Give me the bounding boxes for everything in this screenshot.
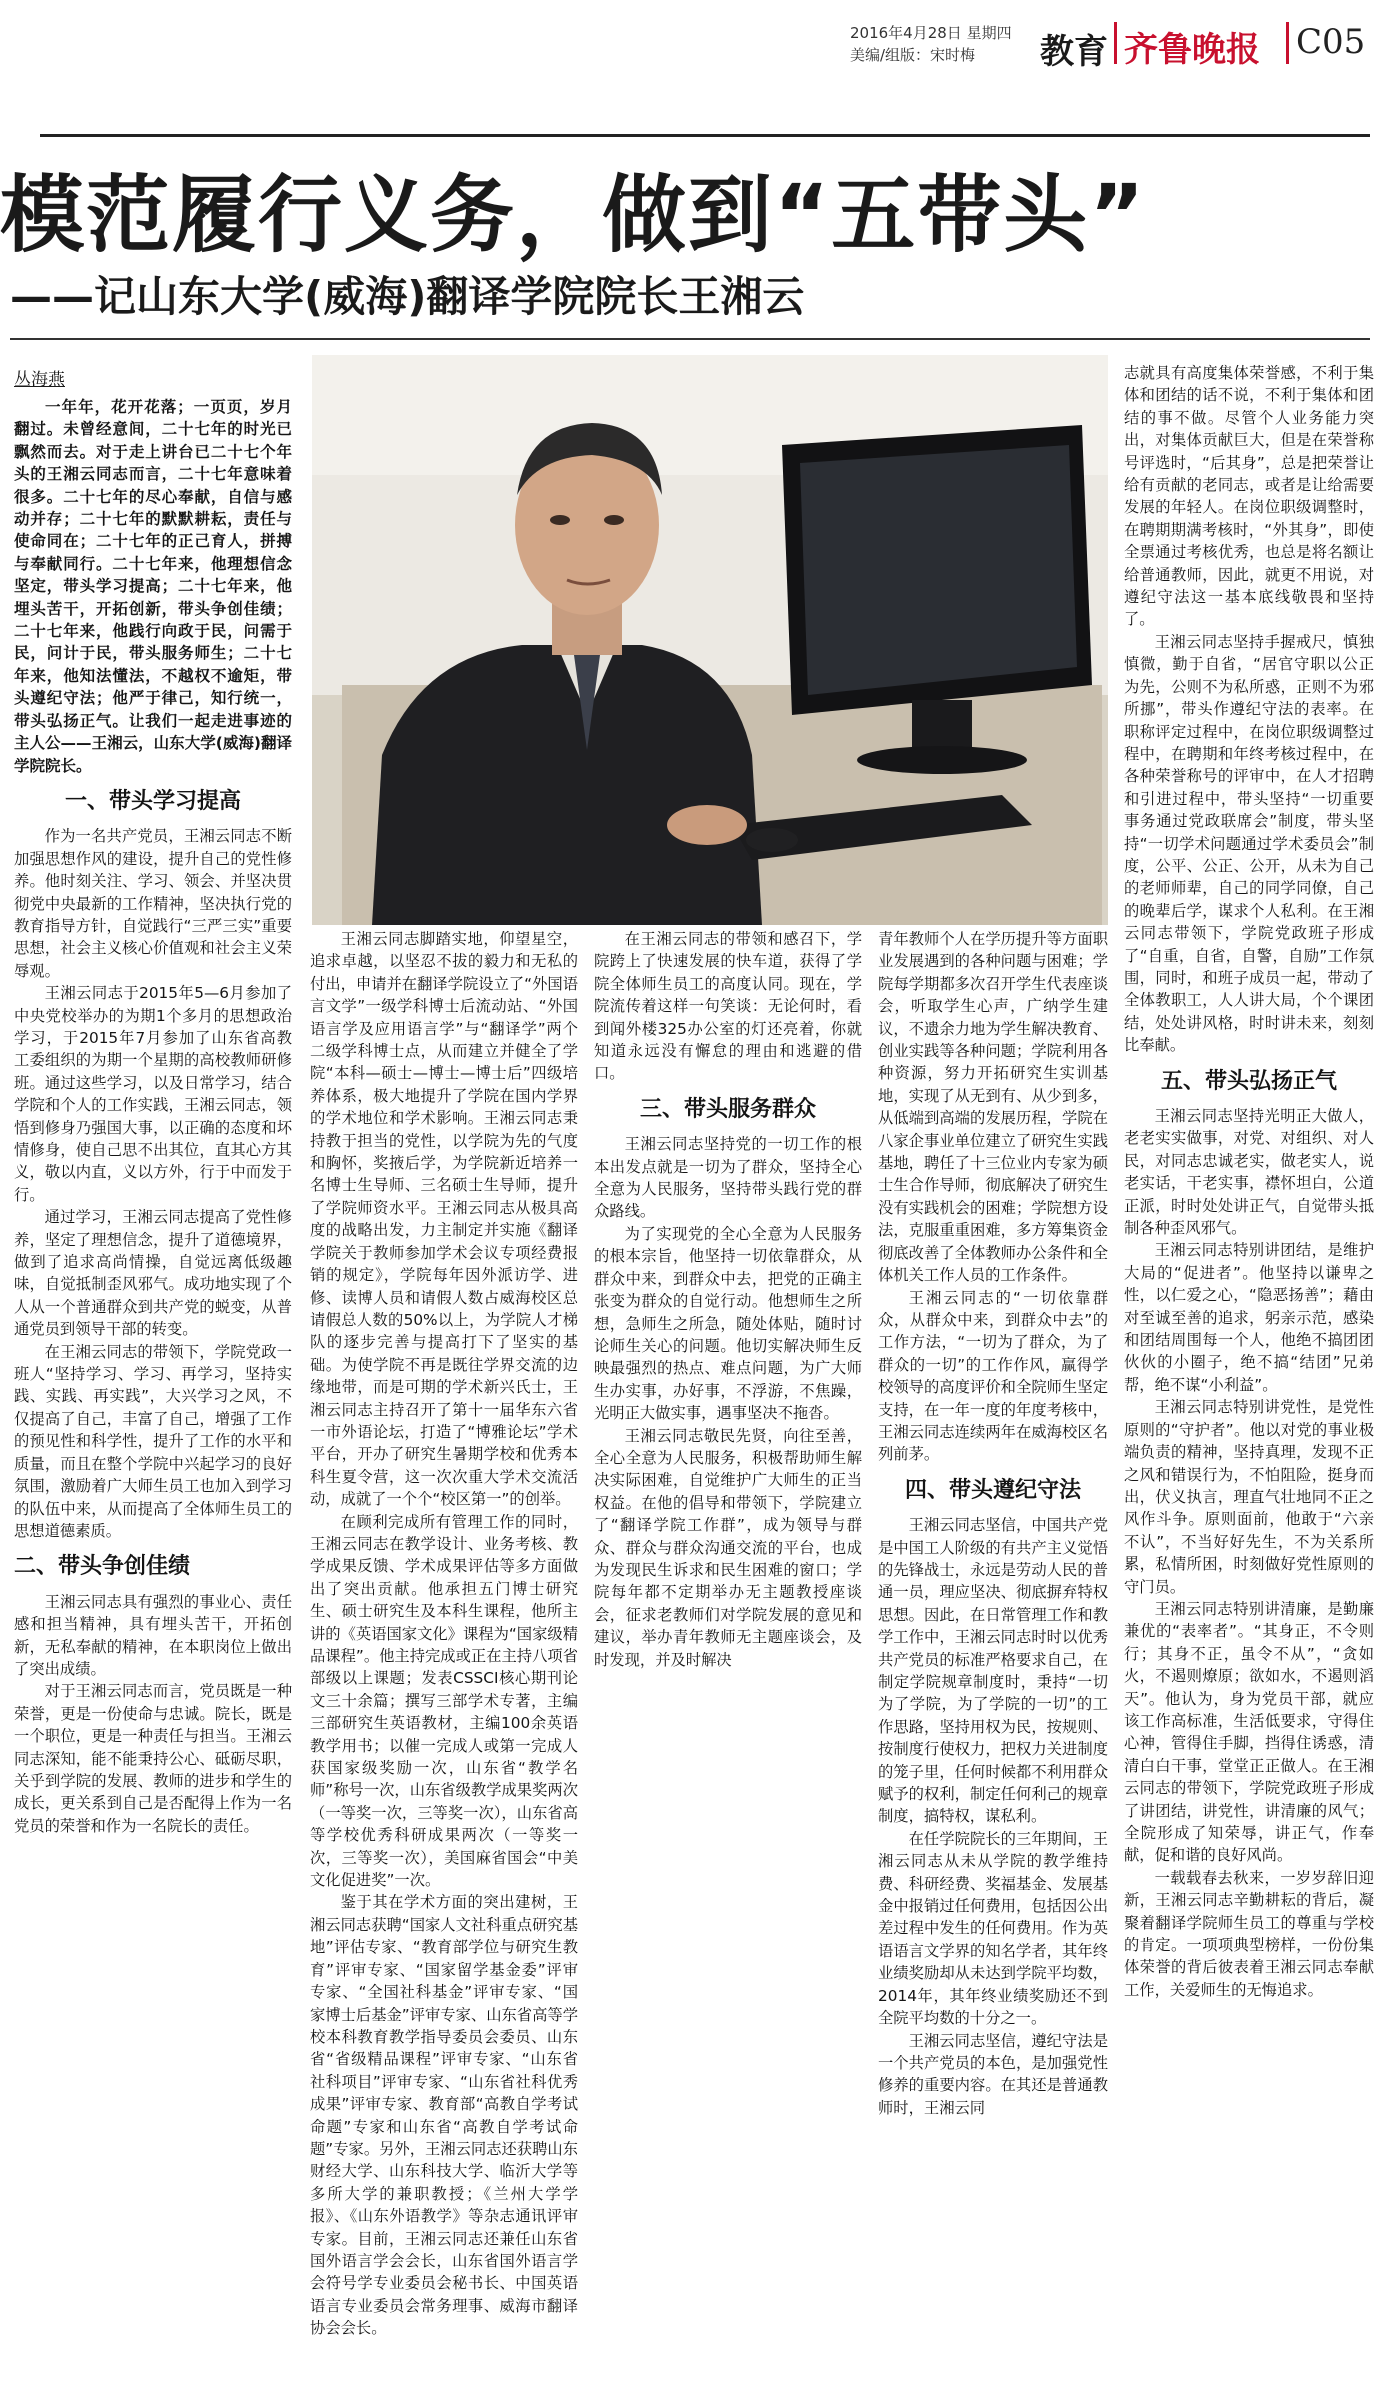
- paragraph: 一载载春去秋来，一岁岁辞旧迎新，王湘云同志辛勤耕耘的背后，凝聚着翻译学院师生员工的尊重与学校的肯定。一项项典型榜样，一份份集体荣誉的背后彼表着王湘云同志奉献工作，关爱师生的无悔追求。: [1124, 1868, 1374, 1999]
- paragraph: 在任学院院长的三年期间，王湘云同志从未从学院的教学维持费、科研经费、奖福基金、发展基金中报销过任何费用，包括因公出差过程中发生的任何费用。作为英语语言文学界的知名学者，其年终业绩奖励却从未达到学院平均数，2014年，其年终业绩奖励还不到全院平均数的十分之一。: [878, 1829, 1108, 2028]
- paragraph: 王湘云同志于2015年5—6月参加了中央党校举办的为期1个多月的思想政治学习，于2015年7月参加了山东省高教工委组织的为期一个星期的高校教师研修班。通过这些学习，以及日常学习，结合学院和个人的工作实践，王湘云同志，领悟到修身乃强国大事，以正确的态度和坏情修身，使自己思不出其位，直其心方其义，敬以内直，义以方外，行于中而发于行。: [14, 984, 292, 1204]
- paragraph: 王湘云同志坚持光明正大做人，老老实实做事，对党、对组织、对人民，对同志忠诚老实，做老实人，说老实话，干老实事，襟怀坦白，公道正派，时时处处讲正气，自觉带头抵制各种歪风邪气。: [1124, 1107, 1374, 1238]
- paragraph: 王湘云同志特别讲团结，是维护大局的“促进者”。他坚持以谦卑之性，以仁爱之心，“隐恶扬善”；藉由对至诚至善的追求，躬亲示范，感染和团结周围每一个人，他绝不搞团团伙伙的小圈子，绝不搞“结团”兄弟帮，绝不谋“小利益”。: [1124, 1241, 1374, 1394]
- paragraph: 鉴于其在学术方面的突出建树，王湘云同志获聘“国家人文社科重点研究基地”评估专家、“教育部学位与研究生教育”评审专家、“国家留学基金委”评审专家、“全国社科基金”评审专家、“国家博士后基金”评审专家、山东省高等学校本科教育教学指导委员会委员、山东省“省级精品课程”评审专家、“山东省社科项目”评审专家、“山东省社科优秀成果”评审专家、教育部“高教自学考试命题”专家和山东省“高教自学考试命题”专家。另外，王湘云同志还获聘山东财经大学、山东科技大学、临沂大学等多所大学的兼职教授；《兰州大学学报》、《山东外语教学》等杂志通讯评审专家。目前，王湘云同志还兼任山东省国外语言学会会长，山东省国外语言学会符号学专业委员会秘书长、中国英语语言专业委员会常务理事、威海市翻译协会会长。: [310, 1893, 578, 2338]
- column-3: [594, 928, 862, 1671]
- intro-paragraph: 一年年，花开花落；一页页，岁月翻过。未曾经意间，二十七年的时光已飘然而去。对于走上讲台已二十七个年头的王湘云同志而言，二十七年意味着很多。二十七年的尽心奉献，自信与感动并存；二十七年的默默耕耘，责任与使命同在；二十七年的正己育人，拼搏与奉献同行。二十七年来，他理想信念坚定，带头学习提高；二十七年来，他埋头苦干，开拓创新，带头争创佳绩；二十七年来，他践行向政于民，问需于民，问计于民，带头服务师生；二十七年来，他知法懂法，不越权不逾矩，带头遵纪守法；他严于律己，知行统一，带头弘扬正气。让我们一起走进事迹的主人公——王湘云，山东大学(威海)翻译学院院长。: [14, 398, 292, 775]
- column-5: [1124, 362, 1374, 2001]
- masthead-divider: [1286, 22, 1289, 64]
- headline-rule: [10, 338, 1370, 340]
- masthead-divider: [1114, 22, 1117, 64]
- paragraph: 王湘云同志敬民先贤，向往至善，全心全意为人民服务，积极帮助师生解决实际困难，自觉维护广大师生的正当权益。在他的倡导和带领下，学院建立了“翻译学院工作群”，成为领导与群众、群众与群众沟通交流的平台，也成为发现民生诉求和民生困难的窗口；学院每年都不定期举办无主题教授座谈会，征求老教师们对学院发展的意见和建议，举办青年教师无主题座谈会，及时发现，并及时解决: [594, 1426, 862, 1669]
- paragraph: 王湘云同志坚信，中国共产党是中国工人阶级的有共产主义觉悟的先锋战士，永远是劳动人民的普通一员，理应坚决、彻底摒弃特权思想。因此，在日常管理工作和教学工作中，王湘云同志时时以优秀共产党员的标准严格要求自己，在制定学院规章制度时，秉持“一切为了学院，为了学院的一切”的工作思路，坚持用权为民，按规则、按制度行使权力，把权力关进制度的笼子里，任何时候都不利用群众赋予的权利，制定任何利己的规章制度，搞特权，谋私利。: [878, 1516, 1108, 1826]
- column-4: [878, 928, 1108, 2119]
- portrait-photo: [312, 355, 1108, 925]
- paragraph: 作为一名共产党员，王湘云同志不断加强思想作风的建设，提升自己的党性修养。他时刻关注、学习、领会、并坚决贯彻党中央最新的工作精神，坚决执行党的教育指导方针，自觉践行“三严三实”重要思想，社会主义核心价值观和社会主义荣辱观。: [14, 827, 292, 980]
- paragraph: 王湘云同志脚踏实地，仰望星空，追求卓越，以坚忍不拔的毅力和无私的付出，申请并在翻译学院设立了“外国语言文学”一级学科博士后流动站、“外国语言学及应用语言学”与“翻译学”两个二级学科博士点，从而建立并健全了学院“本科—硕士—博士—博士后”四级培养体系，极大地提升了学院在国内学界的学术地位和学术影响。王湘云同志秉持教于担当的党性，以学院为先的气度和胸怀，奖掖后学，为学院新近培养一名博士生导师、三名硕士生导师，提升了学院师资水平。王湘云同志从极具高度的战略出发，力主制定并实施《翻译学院关于教师参加学术会议专项经费报销的规定》，学院每年因外派访学、进修、读博人员和请假人数占威海校区总请假总人数的50%以上，为学院人才梯队的逐步完善与提高打下了坚实的基础。为使学院不再是既往学界交流的边缘地带，而是可期的学术新兴氏士，王湘云同志主持召开了第十一届华东六省一市外语论坛，打造了“博雅论坛”学术平台，开办了研究生暑期学校和优秀本科生夏令营，这一次次重大学术交流活动，成就了一个个“校区第一”的创举。: [310, 930, 578, 1509]
- paragraph: 王湘云同志坚持手握戒尺，慎独慎微，勤于自省，“居官守职以公正为先，公则不为私所惑，正则不为邪所挪”，带头作遵纪守法的表率。在职称评定过程中，在岗位职级调整过程中，在聘期和年终考核过程中，在各种荣誉称号的评审中，在人才招聘和引进过程中，带头坚持“一切重要事务通过党政联席会”制度，带头坚持“一切学术问题通过学术委员会”制度，公平、公正、公开，从未为自己的老师师辈，自己的同学同僚，自己的晚辈后学，谋求个人私利。在王湘云同志带领下，学院党政班子形成了“自重，自省，自警，自励”工作氛围，同时，和班子成员一起，带动了全体教职工，人人讲大局，个个课团结，处处讲风格，时时讲未来，刻刻比奉献。: [1124, 632, 1374, 1055]
- section-heading-4: 四、带头遵纪守法: [904, 1477, 1081, 1503]
- subheadline: ——记山东大学(威海)翻译学院院长王湘云: [10, 272, 805, 321]
- section-heading-1: 一、带头学习提高: [64, 788, 241, 814]
- paragraph: 王湘云同志坚信，遵纪守法是一个共产党员的本色，是加强党性修养的重要内容。在其还是普通教师时，王湘云同: [878, 2031, 1108, 2117]
- newspaper-logo: 齐鲁晚报: [1124, 30, 1260, 70]
- issue-date: 2016年4月28日 星期四: [850, 24, 1012, 42]
- headline: 模范履行义务，做到“五带头”: [0, 166, 1147, 264]
- paragraph: 在王湘云同志的带领下，学院党政一班人“坚持学习、学习、再学习，坚持实践、实践、再实践”，大兴学习之风，不仅提高了自己，丰富了自己，增强了工作的预见性和科学性，提升了工作的水平和质量，而且在整个学院中兴起学习的良好氛围，激励着广大师生员工也加入到学习的队伍中来，从而提高了全体师生员工的思想道德素质。: [14, 1342, 292, 1540]
- section-heading-2: 二、带头争创佳绩: [14, 1554, 191, 1580]
- section-name: 教育: [1040, 32, 1108, 72]
- paragraph: 在王湘云同志的带领和感召下，学院跨上了快速发展的快车道，获得了学院全体师生员工的高度认同。现在，学院流传着这样一句笑谈：无论何时，看到闻外楼325办公室的灯还亮着，你就知道永远没有懈怠的理由和逃避的借口。: [594, 930, 862, 1083]
- column-1: [14, 396, 292, 1837]
- paragraph: 王湘云同志特别讲清廉，是勤廉兼优的“表率者”。“其身正，不令则行；其身不正，虽令不从”，“贪如火，不遏则燎原；欲如水，不遏则滔天”。他认为，身为党员干部，就应该工作高标准，生活低要求，守得住心神，管得住手脚，挡得住诱惑，清清白白干事，堂堂正正做人。在王湘云同志的带领下，学院党政班子形成了讲团结，讲党性，讲清廉的风气；全院形成了知荣辱，讲正气，作奉献，促和谐的良好风尚。: [1124, 1599, 1374, 1865]
- paragraph: 王湘云同志的“一切依靠群众，从群众中来，到群众中去”的工作方法，“一切为了群众，为了群众的一切”的工作作风，赢得学校领导的高度评价和全院师生坚定支持，在一年一度的年度考核中，王湘云同志连续两年在威海校区名列前茅。: [878, 1288, 1108, 1464]
- byline: 丛海燕: [14, 370, 65, 390]
- masthead-rule: [40, 134, 1370, 137]
- paragraph: 王湘云同志具有强烈的事业心、责任感和担当精神，具有埋头苦干，开拓创新，无私奉献的精神，在本职岗位上做出了突出成绩。: [14, 1592, 292, 1678]
- paragraph: 志就具有高度集体荣誉感，不利于集体和团结的话不说，不利于集体和团结的事不做。尽管个人业务能力突出，对集体贡献巨大，但是在荣誉称号评选时，“后其身”，总是把荣誉让给有贡献的老同志，或者是让给需要发展的年轻人。在岗位职级调整时，在聘期期满考核时，“外其身”，即使全票通过考核优秀，也总是将名额让给普通教师，因此，就更不用说，对遵纪守法这一基本底线敬畏和坚持了。: [1124, 364, 1374, 629]
- paragraph: 为了实现党的全心全意为人民服务的根本宗旨，他坚持一切依靠群众，从群众中来，到群众中去，把党的正确主张变为群众的自觉行动。他想师生之所想，急师生之所急，随处体贴，随时讨论师生关心的问题。他切实解决师生反映最强烈的热点、难点问题，为广大师生办实事，办好事，不浮游，不焦躁，光明正大做实事，遇事坚决不拖沓。: [594, 1224, 862, 1423]
- paragraph: 王湘云同志坚持党的一切工作的根本出发点就是一切为了群众，坚持全心全意为人民服务，坚持带头践行党的群众路线。: [594, 1135, 862, 1221]
- column-2: [310, 928, 578, 2340]
- page-number: C05: [1296, 22, 1366, 62]
- editor-credit: 美编/组版：宋时梅: [850, 46, 976, 64]
- paragraph: 通过学习，王湘云同志提高了党性修养，坚定了理想信念，提升了道德境界，做到了追求高尚情操，自觉远离低级趣味，自觉抵制歪风邪气。成功地实现了个人从一个普通群众到共产党的蜕变，从普通党员到领导干部的转变。: [14, 1208, 292, 1339]
- section-heading-3: 三、带头服务群众: [639, 1096, 816, 1122]
- paragraph: 在顾利完成所有管理工作的同时，王湘云同志在教学设计、业务考核、教学成果反馈、学术成果评估等多方面做出了突出贡献。他承担五门博士研究生、硕士研究生及本科生课程，他所主讲的《英语国家文化》课程为“国家级精品课程”。他主持完成或正在主持八项省部级以上课题；发表CSSCI核心期刊论文三十余篇；撰写三部学术专著，主编三部研究生英语教材，主编100余英语教学用书；以催一完成人或第一完成人获国家级奖励一次，山东省“教学名师”称号一次，山东省级教学成果奖两次（一等奖一次，三等奖一次），山东省高等学校优秀科研成果两次（一等奖一次，三等奖一次），美国麻省国会“中美文化促进奖”一次。: [310, 1512, 578, 1890]
- masthead: [0, 0, 1395, 120]
- section-heading-5: 五、带头弘扬正气: [1160, 1068, 1337, 1094]
- paragraph: 青年教师个人在学历提升等方面职业发展遇到的各种问题与困难；学院每学期都多次召开学生代表座谈会，听取学生心声，广纳学生建议，不遗余力地为学生解决教育、创业实践等各种问题；学院利用各种资源，努力开拓研究生实训基地，实现了从无到有、从少到多，从低端到高端的发展历程，学院在八家企事业单位建立了研究生实践基地，聘任了十三位业内专家为硕士生合作导师，彻底解决了研究生没有实践机会的困难；学院想方设法，克服重重困难，多方筹集资金彻底改善了全体教师办公条件和全体机关工作人员的工作条件。: [878, 930, 1108, 1285]
- paragraph: 对于王湘云同志而言，党员既是一种荣誉，更是一份使命与忠诚。院长，既是一个职位，更是一种责任与担当。王湘云同志深知，能不能秉持公心、砥砺尽职，关乎到学院的发展、教师的进步和学生的成长，更关系到自己是否配得上作为一名党员的荣誉和作为一名院长的责任。: [14, 1682, 292, 1835]
- paragraph: 王湘云同志特别讲党性，是党性原则的“守护者”。他以对党的事业极端负责的精神，坚持真理，发现不正之风和错误行为，不怕阻险，挺身而出，伏义执言，理直气壮地同不正之风作斗争。原则面前，他敢于“六亲不认”，不当好好先生，不为关系所累，私情所困，时刻做好党性原则的守门员。: [1124, 1398, 1374, 1596]
